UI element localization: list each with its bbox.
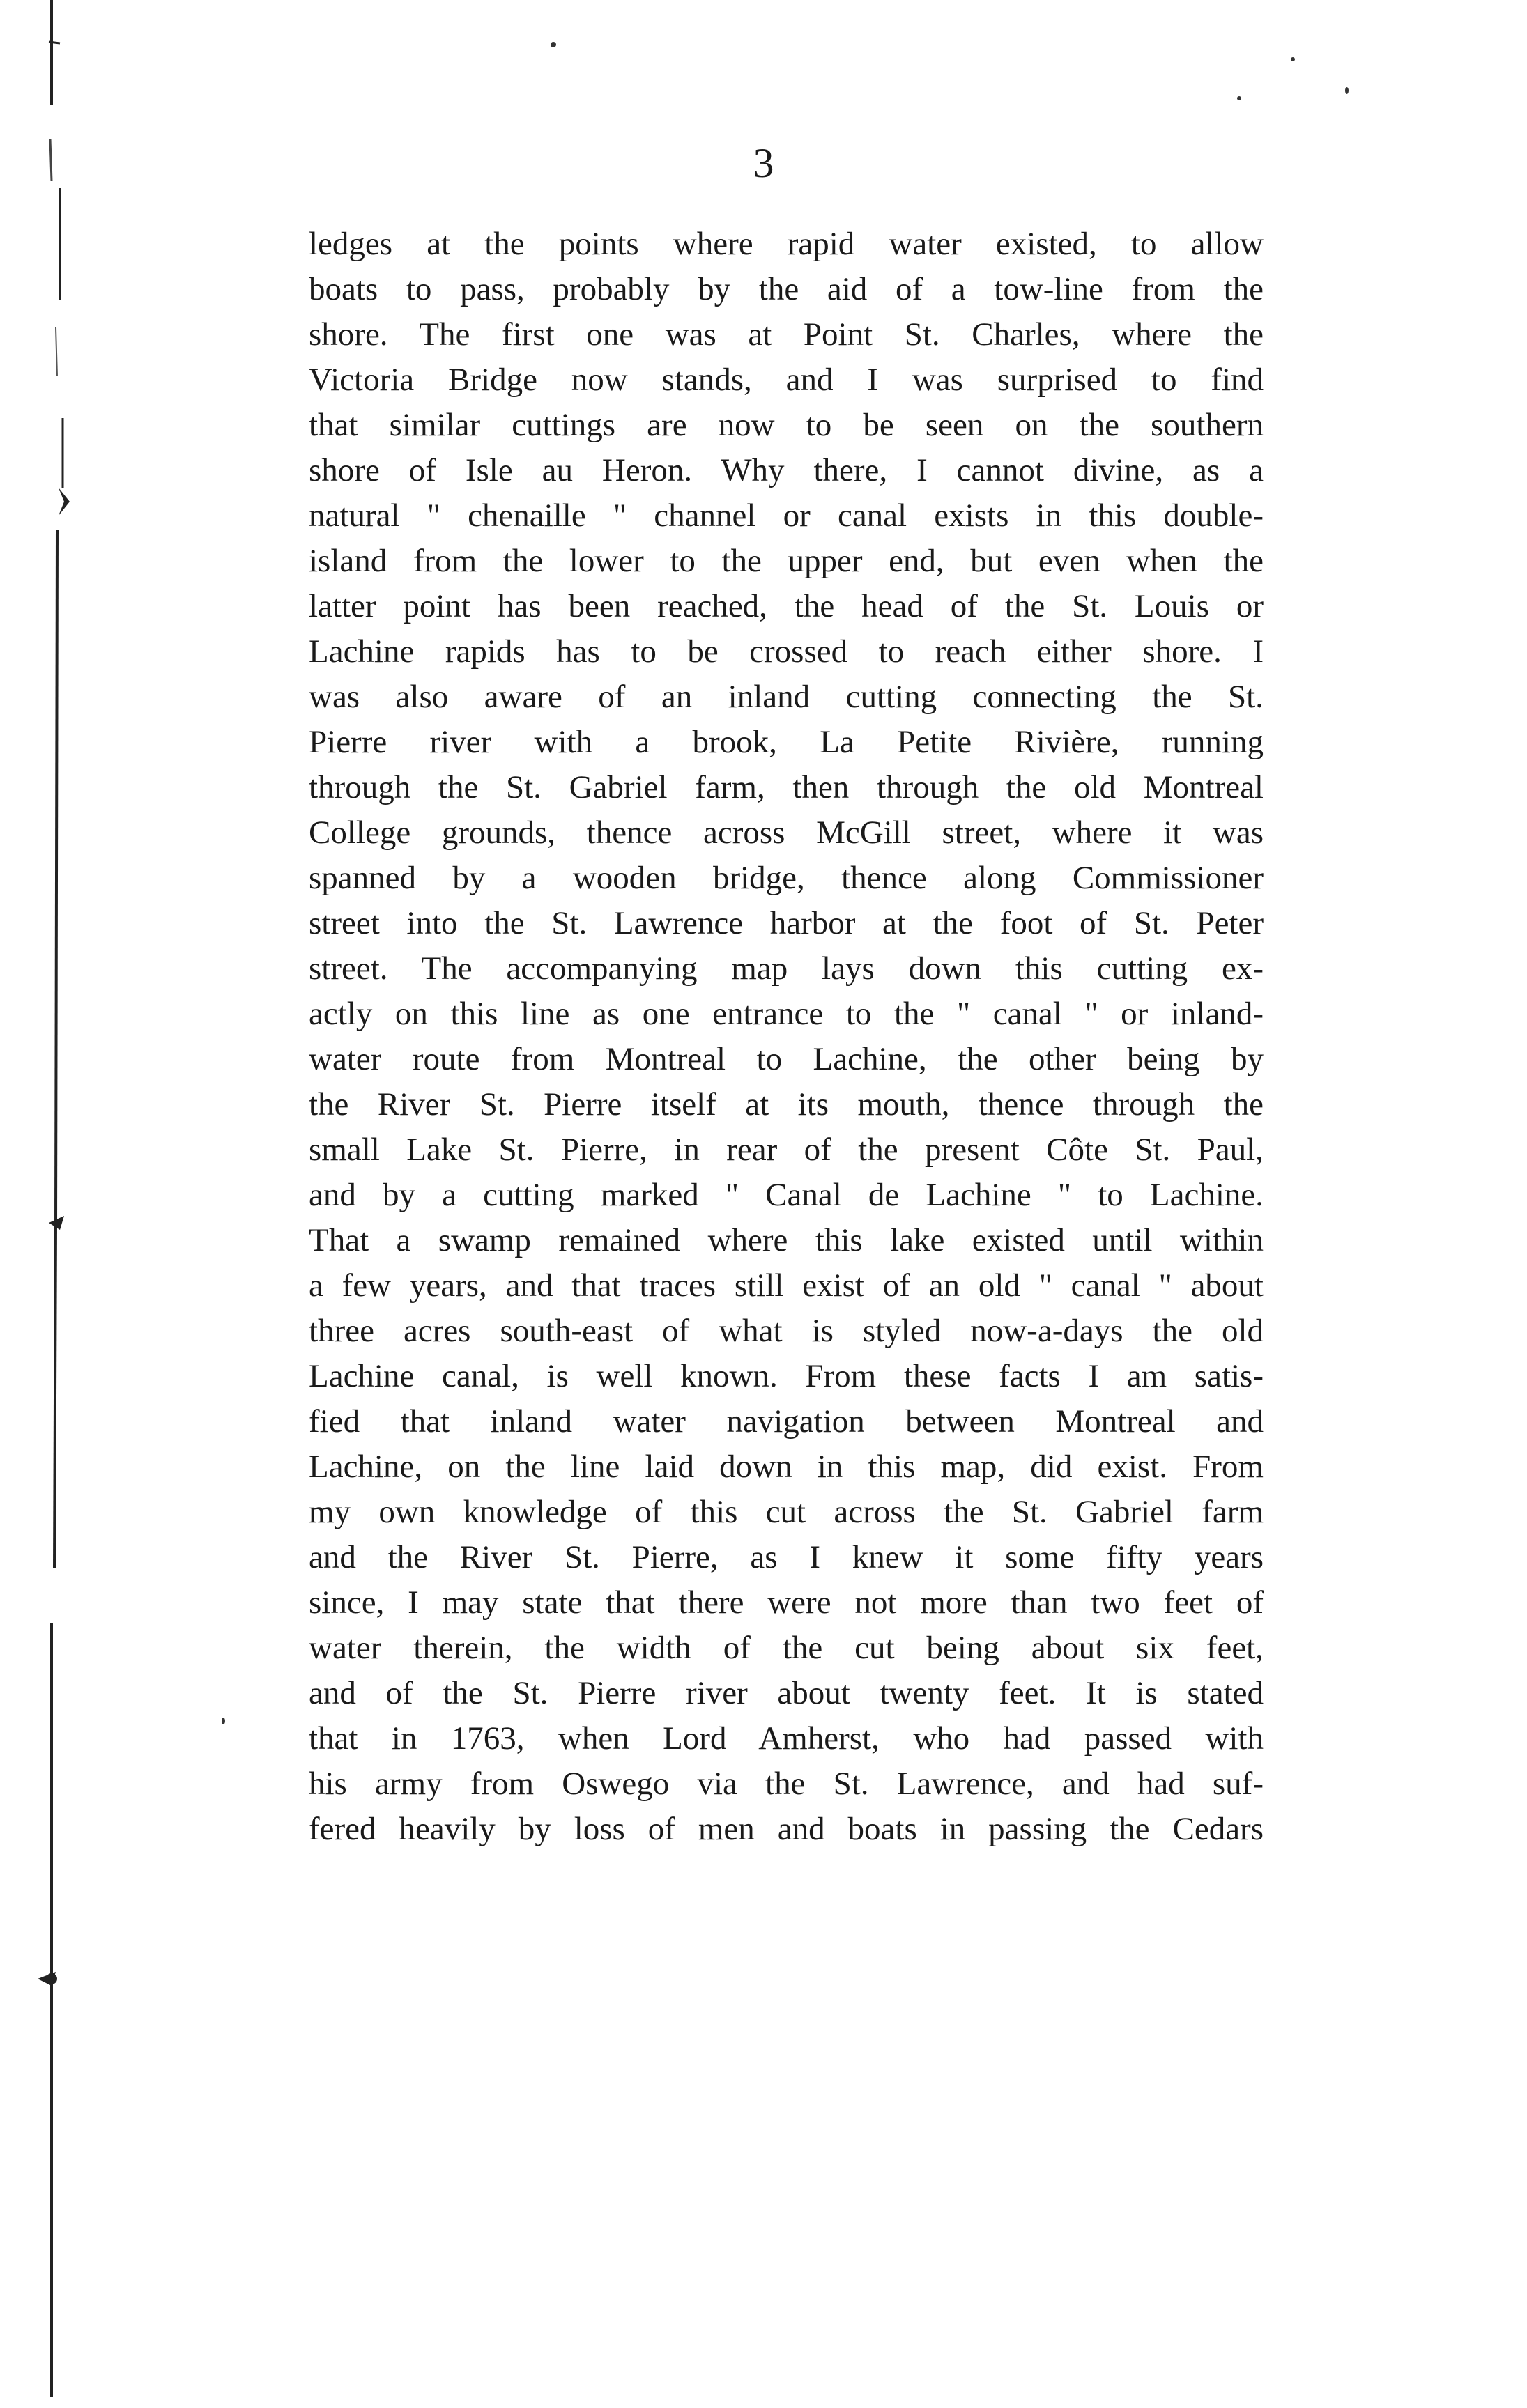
text-line: fered heavily by loss of men and boats in passing the Cedars (309, 1811, 1264, 1847)
body-text (309, 222, 1264, 1852)
text-line: small Lake St. Pierre, in rear of the present Côte St. Paul, (309, 1132, 1264, 1168)
text-line: Lachine canal, is well known. From these facts I am satis- (309, 1358, 1264, 1394)
text-line: street into the St. Lawrence harbor at the foot of St. Peter (309, 905, 1264, 941)
text-line: natural " chenaille " channel or canal exists in this double- (309, 497, 1264, 534)
text-line: and of the St. Pierre river about twenty feet. It is stated (309, 1675, 1264, 1711)
text-line: through the St. Gabriel farm, then through the old Montreal (309, 769, 1264, 805)
text-line: water route from Montreal to Lachine, the other being by (309, 1041, 1264, 1077)
text-line: latter point has been reached, the head of the St. Louis or (309, 588, 1264, 624)
paper-speck (551, 42, 556, 47)
text-line: Pierre river with a brook, La Petite Rivière, running (309, 724, 1264, 760)
text-line: three acres south-east of what is styled now-a-days the old (309, 1313, 1264, 1349)
text-line: shore of Isle au Heron. Why there, I cannot divine, as a (309, 452, 1264, 488)
text-line: spanned by a wooden bridge, thence along Commissioner (309, 860, 1264, 896)
text-line: was also aware of an inland cutting connecting the St. (309, 679, 1264, 715)
text-line: That a swamp remained where this lake existed until within (309, 1222, 1264, 1258)
text-line: Victoria Bridge now stands, and I was surprised to find (309, 362, 1264, 398)
text-line: that similar cuttings are now to be seen on the southern (309, 407, 1264, 443)
text-line: actly on this line as one entrance to the " canal " or inland- (309, 996, 1264, 1032)
text-line: boats to pass, probably by the aid of a tow-line from the (309, 271, 1264, 307)
text-line: island from the lower to the upper end, but even when the (309, 543, 1264, 579)
text-line: ledges at the points where rapid water existed, to allow (309, 226, 1264, 262)
text-line: a few years, and that traces still exist of an old " canal " about (309, 1267, 1264, 1304)
text-line: fied that inland water navigation between Montreal and (309, 1403, 1264, 1440)
text-line: shore. The first one was at Point St. Charles, where the (309, 316, 1264, 353)
page-number: 3 (753, 140, 774, 186)
text-line: water therein, the width of the cut being about six feet, (309, 1630, 1264, 1666)
text-line: Lachine rapids has to be crossed to reach either shore. I (309, 633, 1264, 670)
paper-speck (222, 1718, 225, 1724)
text-line: since, I may state that there were not more than two feet of (309, 1584, 1264, 1621)
text-line: my own knowledge of this cut across the St. Gabriel farm (309, 1494, 1264, 1530)
text-line: College grounds, thence across McGill street, where it was (309, 815, 1264, 851)
paper-speck (1291, 57, 1295, 61)
paper-speck (1237, 96, 1241, 100)
text-line: his army from Oswego via the St. Lawrence, and had suf- (309, 1766, 1264, 1802)
binding-edge-marks (0, 0, 84, 2408)
text-line: that in 1763, when Lord Amherst, who had passed with (309, 1720, 1264, 1757)
text-line: street. The accompanying map lays down this cutting ex- (309, 950, 1264, 987)
text-line: and by a cutting marked " Canal de Lachine " to Lachine. (309, 1177, 1264, 1213)
text-line: Lachine, on the line laid down in this map, did exist. From (309, 1449, 1264, 1485)
text-line: the River St. Pierre itself at its mouth, thence through the (309, 1086, 1264, 1122)
text-line: and the River St. Pierre, as I knew it some fifty years (309, 1539, 1264, 1575)
paper-speck (1345, 87, 1349, 94)
